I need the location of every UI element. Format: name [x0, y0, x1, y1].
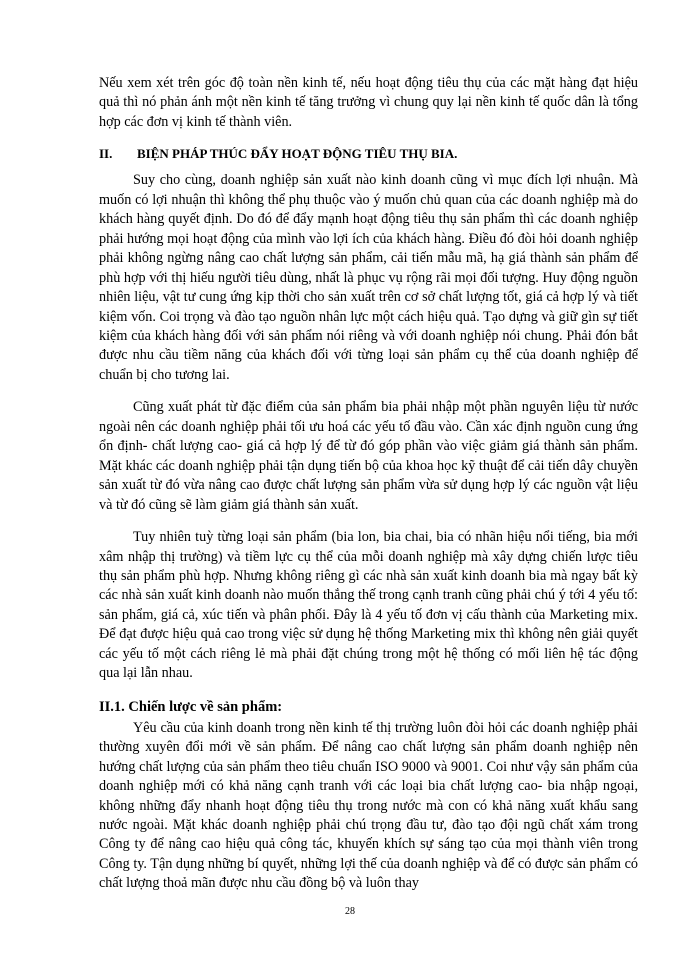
page-body	[99, 74, 638, 894]
section-number: II.	[99, 146, 113, 162]
page-number: 28	[345, 906, 355, 917]
section-title: BIỆN PHÁP THÚC ĐẨY HOẠT ĐỘNG TIÊU THỤ BIA.	[137, 146, 458, 162]
section-heading	[99, 144, 638, 163]
paragraph: Cũng xuất phát từ đặc điểm của sản phẩm bia phải nhập một phần nguyên liệu từ nước ngoài nên các doanh nghiệp phải tối ưu hoá các yếu tố đầu vào. Cần xác định nguồn cung ứng ổn định- chất lượng cao- giá cả hợp lý để từ đó góp phần vào việc giảm giá thành sản phẩm. Mặt khác các doanh nghiệp phải tận dụng tiến bộ của khoa học kỹ thuật để cải tiến dây chuyền sản xuất từ đó vừa nâng cao được chất lượng sản phẩm vừa sử dụng hợp lý các nguồn vật liệu và từ đó cũng sẽ làm giảm giá thành sản xuất.	[99, 399, 638, 513]
paragraph-intro: Nếu xem xét trên góc độ toàn nền kinh tế, nếu hoạt động tiêu thụ của các mặt hàng đạt hiệu quả thì nó phản ánh một nền kinh tế tăng trưởng vì chung quy lại nền kinh tế quốc dân là tổng hợp các đơn vị kinh tế thành viên.	[99, 75, 638, 130]
paragraph: Yêu cầu của kinh doanh trong nền kinh tế thị trường luôn đòi hỏi các doanh nghiệp phải thường xuyên đổi mới về sản phẩm. Để nâng cao chất lượng sản phẩm doanh nghiệp nên hướng chất lượng của sản phẩm theo tiêu chuẩn ISO 9000 và 9001. Coi như vậy sản phẩm của doanh nghiệp mới có khả năng cạnh tranh với các loại bia chất lượng cao- bia nhập ngoại, không những đẩy nhanh hoạt động tiêu thụ trong nước mà con có khả năng xuất khẩu sang nước ngoài. Mặt khác doanh nghiệp phải chú trọng đầu tư, đào tạo đội ngũ chất xám trong Công ty để nâng cao hiệu quả công tác, khuyến khích sự sáng tạo của mọi thành viên trong Công ty. Tận dụng những bí quyết, những lợi thế của doanh nghiệp và để có được sản phẩm có chất lượng thoả mãn được nhu cầu đồng bộ và luôn thay	[99, 719, 638, 892]
paragraph: Tuy nhiên tuỳ từng loại sản phẩm (bia lon, bia chai, bia có nhãn hiệu nổi tiếng, bia mới xâm nhập thị trường) và tiềm lực cụ thể của mỗi doanh nghiệp mà xây dựng chiến lược tiêu thụ sản phẩm phù hợp. Nhưng không riêng gì các nhà sản xuất kinh doanh bia mà ngay bất kỳ các nhà sản xuất kinh doanh nào muốn thắng thế trong cạnh tranh cũng phải chú ý tới 4 yếu tố: sản phẩm, giá cả, xúc tiến và phân phối. Đây là 4 yếu tố đơn vị cấu thành của Marketing mix. Để đạt được hiệu quả cao trong việc sử dụng hệ thống Marketing mix thì không nên giải quyết các yếu tố một cách riêng lẻ mà phải đặt chúng trong một hệ thống có mối liên hệ tác động qua lại lẫn nhau.	[99, 529, 638, 682]
paragraph: Suy cho cùng, doanh nghiệp sản xuất nào kinh doanh cũng vì mục đích lợi nhuận. Mà muốn có lợi nhuận thì không thể phụ thuộc vào ý muốn chủ quan của các doanh nghiệp mà do khách hàng quyết định. Do đó để đẩy mạnh hoạt động tiêu thụ sản phẩm thì các doanh nghiệp phải hướng mọi hoạt động của mình vào lợi ích của khách hàng. Điều đó đòi hỏi doanh nghiệp phải không ngừng nâng cao chất lượng sản phẩm, cải tiến mẫu mã, hạ giá thành sản phẩm để phù hợp với thị hiếu người tiêu dùng, nhất là phục vụ rộng rãi mọi đối tượng. Huy động nguồn nhiên liệu, vật tư cung ứng kịp thời cho sản xuất trên cơ sở chất lượng tốt, giá cả hợp lý và tiết kiệm vốn. Coi trọng và đào tạo nguồn nhân lực một cách hiệu quả. Tạo dựng và giữ gìn sự tiết kiệm của khách hàng đối với sản phẩm nói riêng và với doanh nghiệp nói chung. Phải đón bắt được nhu cầu tiềm năng của khách đối với từng loại sản phẩm cụ thể của doanh nghiệp để chuẩn bị cho tương lai.	[99, 172, 638, 383]
subsection-title: II.1. Chiến lược về sản phẩm:	[99, 698, 283, 715]
